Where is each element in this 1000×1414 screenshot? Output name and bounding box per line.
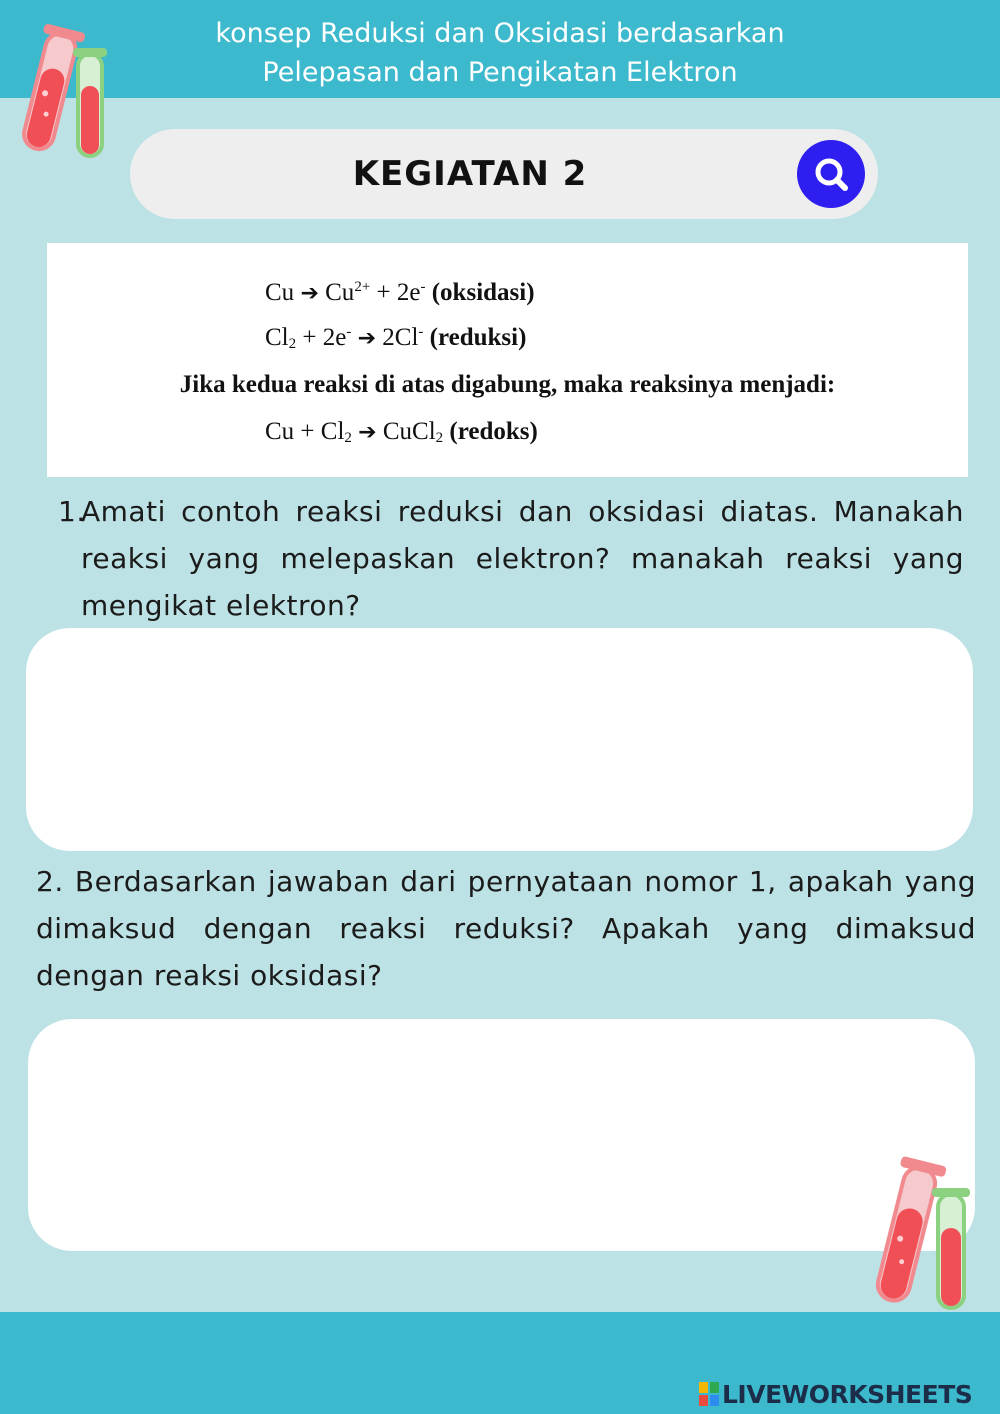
- oxidation-reaction: [47, 278, 968, 309]
- test-tubes-icon: [866, 1156, 972, 1312]
- redox-reaction: [47, 417, 968, 448]
- r1-label: (oksidasi): [431, 279, 535, 306]
- answer-2-field[interactable]: [28, 1019, 975, 1251]
- question-1: [58, 488, 964, 629]
- liveworksheets-logo[interactable]: [699, 1379, 972, 1411]
- r1-product-charge: 2+: [354, 279, 371, 295]
- activity-title: KEGIATAN 2: [352, 154, 588, 194]
- question-1-text: Amati contoh reaksi reduksi dan oksidasi diatas. Manakah reaksi yang melepaskan elektron? manakah reaksi yang mengikat elektron?: [81, 495, 964, 622]
- answer-1-field[interactable]: [26, 628, 973, 851]
- question-2-text: 2. Berdasarkan jawaban dari pernyataan nomor 1, apakah yang dimaksud dengan reaksi reduksi? Apakah yang dimaksud dengan reaksi oksidasi?: [36, 865, 976, 992]
- arrow-icon: ➔: [358, 420, 377, 445]
- r2-reactant-sub: 2: [288, 336, 297, 352]
- r3-product: CuCl: [382, 418, 436, 445]
- r1-reactant: Cu: [265, 279, 295, 306]
- r3-product-sub: 2: [435, 430, 444, 446]
- page-title-line-1: konsep Reduksi dan Oksidasi berdasarkan: [215, 18, 785, 49]
- combination-note: Jika kedua reaksi di atas digabung, maka reaksinya menjadi:: [179, 371, 836, 398]
- liveworksheets-logo-text: LIVEWORKSHEETS: [722, 1380, 973, 1409]
- r3-label: (redoks): [449, 418, 538, 445]
- r2-electrons: + 2e: [302, 324, 347, 351]
- r2-label: (reduksi): [429, 324, 527, 351]
- search-icon: [811, 154, 851, 194]
- r1-product: Cu: [325, 279, 355, 306]
- search-button[interactable]: [797, 140, 865, 208]
- r3-reactants: Cu + Cl: [265, 418, 345, 445]
- r2-reactant: Cl: [265, 324, 289, 351]
- question-1-number: 1.: [58, 495, 86, 528]
- arrow-icon: ➔: [357, 326, 377, 351]
- arrow-icon: ➔: [300, 281, 319, 306]
- page-title: [0, 14, 1000, 92]
- liveworksheets-logo-icon: [699, 1382, 719, 1406]
- page-title-line-2: Pelepasan dan Pengikatan Elektron: [262, 57, 738, 88]
- r1-electron-charge: -: [420, 279, 426, 295]
- reduction-reaction: [47, 323, 968, 354]
- test-tubes-icon: [18, 24, 110, 160]
- r2-electron-charge: -: [346, 324, 352, 340]
- r3-reactants-sub: 2: [344, 430, 352, 446]
- r2-product: 2Cl: [382, 324, 419, 351]
- r2-product-charge: -: [418, 324, 424, 340]
- reaction-examples: [47, 243, 968, 477]
- r1-electrons: + 2e: [376, 279, 421, 306]
- activity-banner: [130, 129, 878, 219]
